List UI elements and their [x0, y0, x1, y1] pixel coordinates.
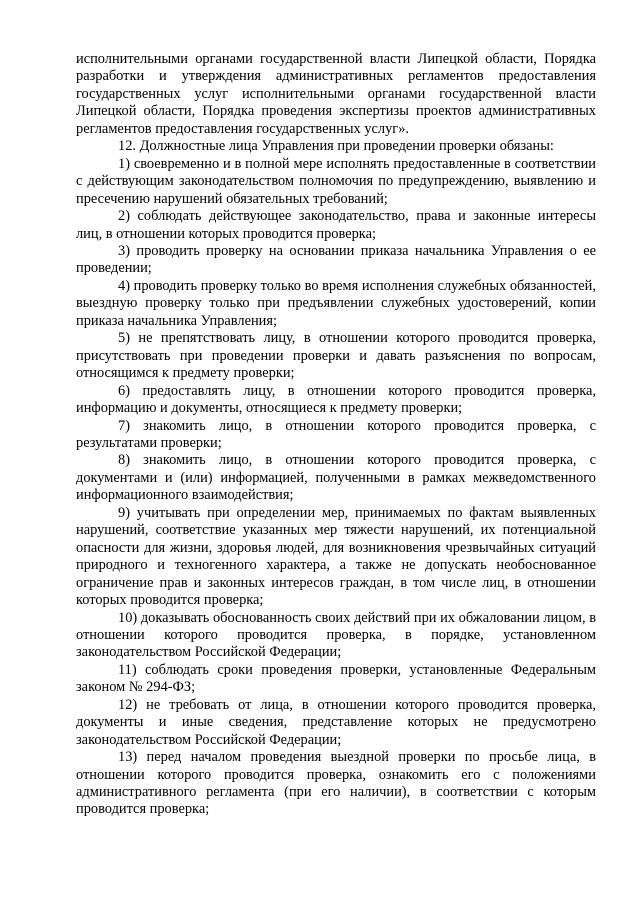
list-item-2: 2) соблюдать действующее законодательство, права и законные интересы лиц, в отношении которых проводится проверка;	[76, 208, 596, 242]
list-item-10: 10) доказывать обоснованность своих действий при их обжаловании лицом, в отношении которого проводится проверка, в порядке, установленном законодательством Российской Федерации;	[76, 609, 596, 661]
list-item-1: 1) своевременно и в полной мере исполнять предоставленные в соответствии с действующим законодательством полномочия по предупреждению, выявлению и пресечению нарушений обязательных требований;	[76, 155, 596, 207]
list-item-5: 5) не препятствовать лицу, в отношении которого проводится проверка, присутствовать при проведении проверки и давать разъяснения по вопросам, относящимся к предмету проверки;	[76, 330, 596, 382]
list-item-6: 6) предоставлять лицу, в отношении которого проводится проверка, информацию и документы, относящиеся к предмету проверки;	[76, 382, 596, 417]
list-item-9: 9) учитывать при определении мер, принимаемых по фактам выявленных нарушений, соответствие указанных мер тяжести нарушений, их потенциальной опасности для жизни, здоровья людей, для возникновения чрезвычайных ситуаций природного и техногенного характера, а также не допускать необоснованное ограничение прав и законных интересов граждан, в том числе лиц, в отношении которых проводится проверка;	[76, 504, 596, 609]
list-item-13: 13) перед началом проведения выездной проверки по просьбе лица, в отношении которого проводится проверка, ознакомить его с положениями административного регламента (при его наличии), в соответствии с которым проводится проверка;	[76, 749, 596, 818]
document-body	[76, 51, 596, 819]
list-item-3: 3) проводить проверку на основании приказа начальника Управления о ее проведении;	[76, 242, 596, 277]
list-item-11: 11) соблюдать сроки проведения проверки, установленные Федеральным законом № 294-ФЗ;	[76, 661, 596, 696]
paragraph-continuation: исполнительными органами государственной власти Липецкой области, Порядка разработки и утверждения административных регламентов предоставления государственных услуг исполнительными органами государственной власти Липецкой области, Порядка проведения экспертизы проектов административных регламентов предоставления государственных услуг».	[76, 51, 596, 137]
paragraph-clause-12: 12. Должностные лица Управления при проведении проверки обязаны:	[118, 138, 554, 155]
list-item-8: 8) знакомить лицо, в отношении которого проводится проверка, с документами и (или) информацией, полученными в рамках межведомственного информационного взаимодействия;	[76, 452, 596, 504]
list-item-12: 12) не требовать от лица, в отношении которого проводится проверка, документы и иные сведения, представление которых не предусмотрено законодательством Российской Федерации;	[76, 696, 596, 748]
list-item-4: 4) проводить проверку только во время исполнения служебных обязанностей, выездную проверку только при предъявлении служебных удостоверений, копии приказа начальника Управления;	[76, 277, 596, 329]
list-item-7: 7) знакомить лицо, в отношении которого проводится проверка, с результатами проверки;	[76, 417, 596, 451]
